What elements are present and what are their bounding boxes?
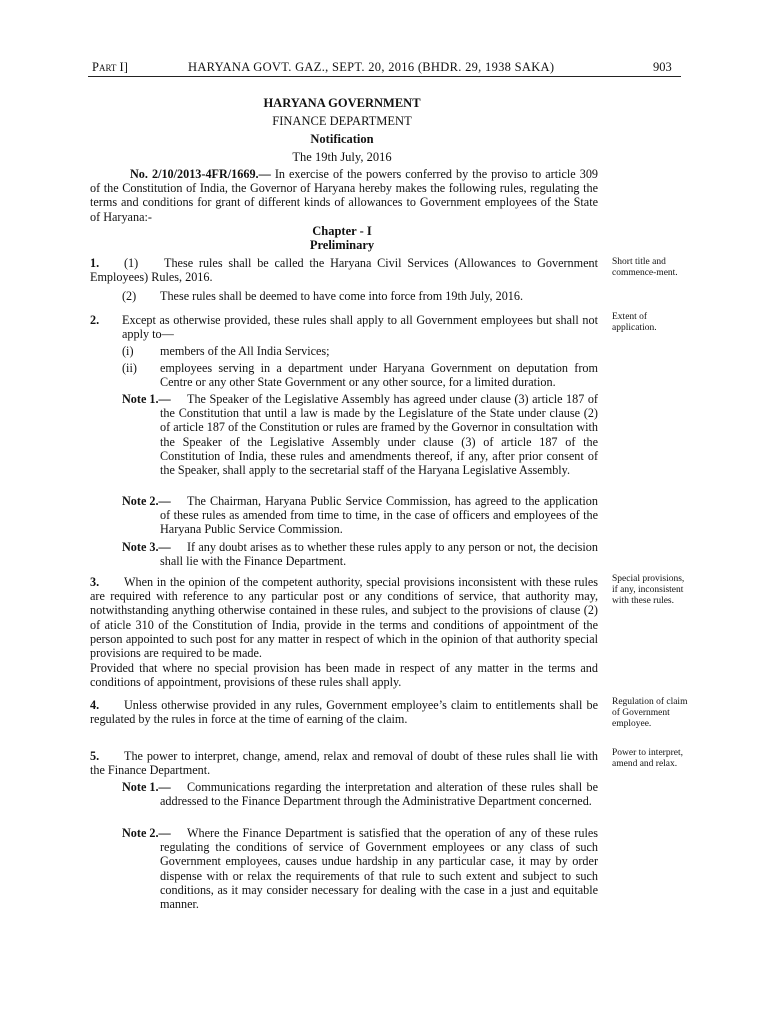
rule-3-proviso: Provided that where no special provision has been made in respect of any matter in the terms and conditions of appointment, provisions of these rules shall apply. <box>90 661 598 690</box>
rule-3-text <box>90 575 598 660</box>
rule-5-note-1-label: Note 1.— <box>122 780 171 794</box>
rule-1-sub-2-label: (2) <box>122 289 137 303</box>
rule-3-number: 3. <box>90 575 100 589</box>
rule-2-intro: Except as otherwise provided, these rules shall apply to all Government employees but shall not apply to— <box>122 313 598 342</box>
rule-1-sub-1 <box>90 256 598 284</box>
rule-5-number: 5. <box>90 749 100 763</box>
rule-5-note-2-label: Note 2.— <box>122 826 171 840</box>
rule-2-number: 2. <box>90 313 100 327</box>
margin-note-rule-2: Extent of application. <box>612 312 657 334</box>
rule-2-note-1-label: Note 1.— <box>122 392 171 406</box>
margin-note-rule-4: Regulation of claim of Government employee. <box>612 697 688 730</box>
header-divider <box>88 76 681 77</box>
chapter-subheading: Preliminary <box>309 238 375 252</box>
rule-4-text <box>90 698 598 726</box>
margin-note-rule-1: Short title and commence-ment. <box>612 257 678 279</box>
rule-4-body: Unless otherwise provided in any rules, Government employee’s claim to entitlements shall be regulated by the rules in force at the time of earning of the claim. <box>90 698 598 727</box>
margin-note-rule-3: Special provisions, if any, inconsistent with these rules. <box>612 574 685 607</box>
rule-2-i-label: (i) <box>122 344 134 358</box>
notification-number: No. 2/10/2013-4FR/1669.— <box>130 167 271 181</box>
part-label: Part I] <box>92 60 128 74</box>
rule-5-text <box>90 749 598 777</box>
margin-note-rule-5: Power to interpret, amend and relax. <box>612 748 683 770</box>
notification-heading: Notification <box>310 132 374 146</box>
rule-3-body: When in the opinion of the competent authority, special provisions inconsistent with these rules are required with reference to any particular post or any conditions of service, that authority may, notwithstanding anything otherwise contained in these rules, and subject to the provisions of clause (2) of aticle 310 of the Constitution of India, provide in the terms and conditions of appointment of the person appointed to such post for any matter in respect of which in the opinion of that authority special provisions are required to be made. <box>90 575 598 661</box>
department-title: FINANCE DEPARTMENT <box>272 114 412 128</box>
rule-2-note-3-text: If any doubt arises as to whether these rules apply to any person or not, the decision shall lie with the Finance Department. <box>160 540 598 569</box>
page-number: 903 <box>653 60 672 74</box>
rule-2-ii-text: employees serving in a department under Haryana Government on deputation from Centre or any other State Government or any other source, for a limited duration. <box>160 361 598 390</box>
rule-5-body: The power to interpret, change, amend, relax and removal of doubt of these rules shall lie with the Finance Department. <box>90 749 598 778</box>
notification-date: The 19th July, 2016 <box>292 150 392 164</box>
preamble <box>90 167 598 224</box>
rule-2-note-1-text: The Speaker of the Legislative Assembly has agreed under clause (3) article 187 of the Constitution that until a law is made by the Legislature of the State under clause (2) of article 187 of the Constitution or rules are framed by the Governor in consultation with the Speaker of the Legislative Assembly under clause (3) of article 187 of the Constitution of India, these rules and amendments thereof, if any, after prior consent of the Speaker, shall apply to the secretarial staff of the Haryana Legislative Assembly. <box>160 392 598 478</box>
rule-1-number: 1. <box>90 256 100 270</box>
rule-1-sub-2-text: These rules shall be deemed to have come into force from 19th July, 2016. <box>160 289 524 303</box>
rule-2-i-text: members of the All India Services; <box>160 344 330 358</box>
chapter-heading: Chapter - I <box>312 224 372 238</box>
gazette-header: HARYANA GOVT. GAZ., SEPT. 20, 2016 (BHDR. 29, 1938 SAKA) <box>188 60 555 74</box>
rule-1-sub-1-text: These rules shall be called the Haryana Civil Services (Allowances to Government Employees) Rules, 2016. <box>90 256 598 285</box>
preamble-text: In exercise of the powers conferred by the proviso to article 309 of the Constitution of India, the Governor of Haryana hereby makes the following rules, regulating the terms and conditions for grant of different kinds of allowances to Government employees of the State of Haryana:- <box>90 167 599 224</box>
rule-2-note-2-text: The Chairman, Haryana Public Service Commission, has agreed to the application of these rules as amended from time to time, in the case of officers and employees of the Haryana Public Service Commission. <box>160 494 598 537</box>
rule-4-number: 4. <box>90 698 100 712</box>
rule-2-note-2-label: Note 2.— <box>122 494 171 508</box>
government-title: HARYANA GOVERNMENT <box>263 96 421 110</box>
rule-2-note-3-label: Note 3.— <box>122 540 171 554</box>
rule-2-ii-label: (ii) <box>122 361 137 375</box>
rule-5-note-2-text: Where the Finance Department is satisfied that the operation of any of these rules regulating the conditions of service of Government employees or any class of such Government employees, causes undue hardship in any particular case, it may by order dispense with or relax the requirements of that rule to such extent and subject to such conditions, as it may consider necessary for dealing with the case in a just and equitable manner. <box>160 826 598 912</box>
rule-1-sub-1-label: (1) <box>124 256 139 270</box>
rule-5-note-1-text: Communications regarding the interpretation and alteration of these rules shall be addressed to the Finance Department through the Administrative Department concerned. <box>160 780 598 809</box>
